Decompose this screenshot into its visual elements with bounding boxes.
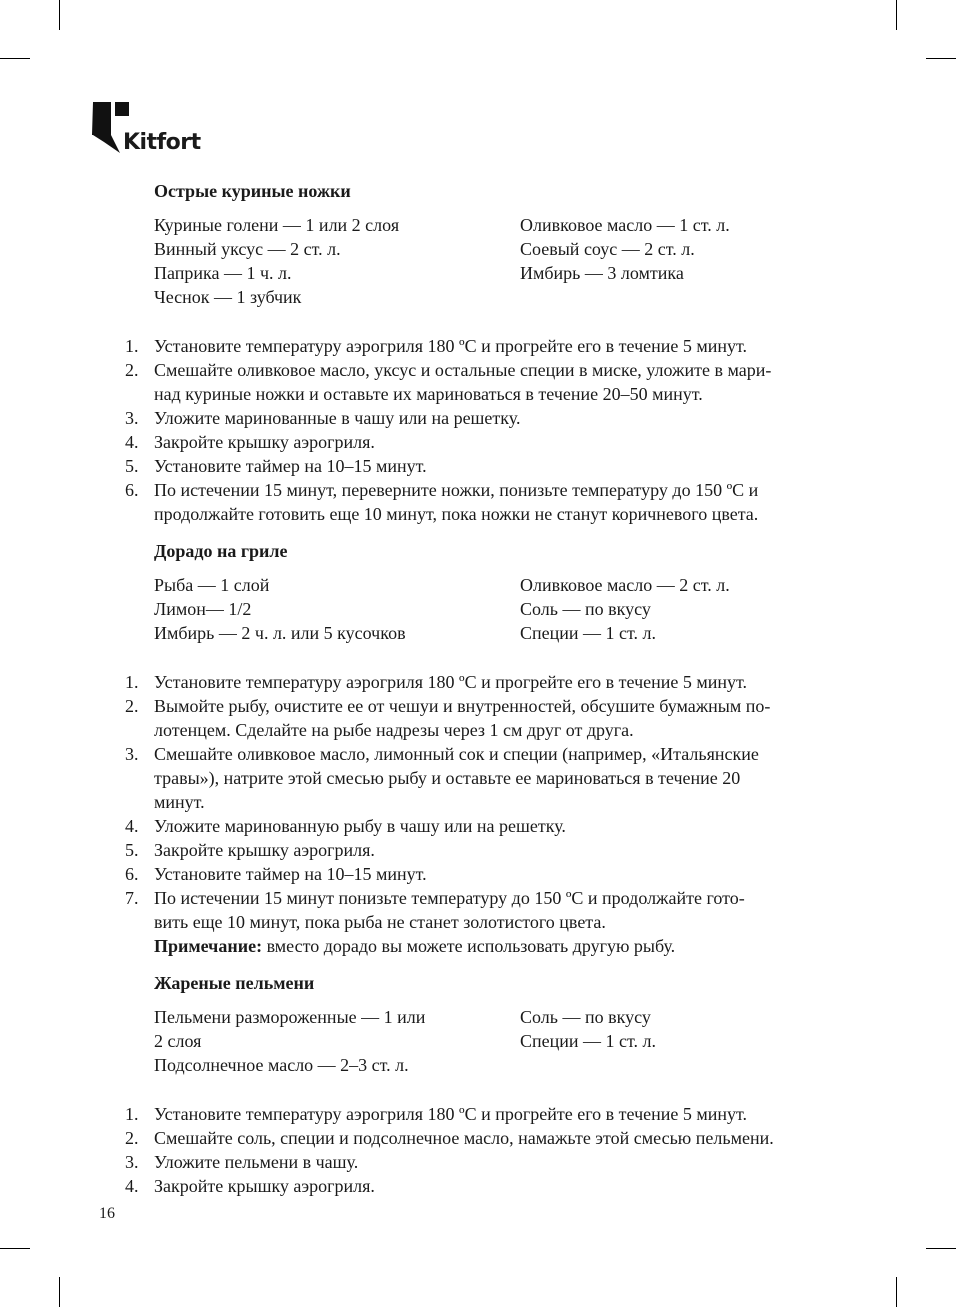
step-item	[125, 814, 844, 838]
step-number: 7.	[125, 888, 139, 908]
step-item	[125, 694, 844, 742]
step-line: Установите температуру аэрогриля 180 ºС и прогрейте его в течение 5 минут.	[154, 672, 748, 692]
step-line: над куриные ножки и оставьте их мариноваться в течение 20–50 минут.	[154, 384, 703, 404]
step-item	[125, 862, 844, 886]
ingredient: Специи — 1 ст. л.	[520, 623, 657, 643]
ingredients-list	[154, 1005, 844, 1077]
ingredient: Пельмени размороженные — 1 или	[154, 1007, 426, 1027]
ingredient: Оливковое масло — 2 ст. л.	[520, 575, 730, 595]
step-line: минут.	[154, 792, 205, 812]
step-number: 1.	[125, 1104, 139, 1124]
step-line: Установите таймер на 10–15 минут.	[154, 864, 427, 884]
ingredient: Соевый соус — 2 ст. л.	[520, 239, 695, 259]
step-number: 6.	[125, 480, 139, 500]
ingredient: 2 слоя	[154, 1031, 202, 1051]
step-number: 2.	[125, 1128, 139, 1148]
step-number: 4.	[125, 432, 139, 452]
step-number: 3.	[125, 408, 139, 428]
ingredients-column-left	[154, 1005, 520, 1077]
step-line: Вымойте рыбу, очистите ее от чешуи и внутренностей, обсушите бумажным по-	[154, 696, 771, 716]
ingredients-list	[154, 573, 844, 645]
recipe-section	[154, 539, 844, 645]
step-line: Закройте крышку аэрогриля.	[154, 432, 375, 452]
steps-list	[125, 334, 844, 526]
step-item	[125, 478, 844, 526]
crop-mark	[896, 1277, 897, 1307]
ingredient: Специи — 1 ст. л.	[520, 1031, 657, 1051]
step-number: 1.	[125, 672, 139, 692]
crop-mark	[0, 58, 30, 59]
step-item	[125, 358, 844, 406]
note-label: Примечание:	[154, 936, 263, 956]
step-item	[125, 1102, 844, 1126]
step-line: Установите таймер на 10–15 минут.	[154, 456, 427, 476]
recipe-title: Дорадо на гриле	[154, 541, 288, 561]
crop-mark	[926, 58, 956, 59]
ingredient: Куриные голени — 1 или 2 слоя	[154, 215, 400, 235]
ingredient: Паприка — 1 ч. л.	[154, 263, 292, 283]
step-item	[125, 334, 844, 358]
recipe-section	[154, 179, 844, 309]
ingredients-column-right	[520, 1005, 844, 1077]
step-line: продолжайте готовить еще 10 минут, пока ножки не станут коричневого цвета.	[154, 504, 759, 524]
steps-list	[125, 670, 844, 958]
crop-mark	[59, 0, 60, 30]
step-number: 3.	[125, 744, 139, 764]
step-line: По истечении 15 минут, переверните ножки, понизьте температуру до 150 ºС и	[154, 480, 759, 500]
step-item	[125, 886, 844, 934]
recipe-section	[154, 971, 844, 1077]
brand-name: Kitfort	[123, 130, 201, 155]
step-item	[125, 430, 844, 454]
recipe-title: Жареные пельмени	[154, 973, 315, 993]
step-line: Закройте крышку аэрогриля.	[154, 840, 375, 860]
crop-mark	[0, 1248, 30, 1249]
step-item	[125, 742, 844, 814]
step-item	[125, 454, 844, 478]
ingredients-list	[154, 213, 844, 309]
ingredient: Имбирь — 2 ч. л. или 5 кусочков	[154, 623, 406, 643]
step-number: 5.	[125, 456, 139, 476]
step-number: 2.	[125, 360, 139, 380]
ingredient: Лимон— 1/2	[154, 599, 252, 619]
step-line: Уложите пельмени в чашу.	[154, 1152, 359, 1172]
step-line: Установите температуру аэрогриля 180 ºС и прогрейте его в течение 5 минут.	[154, 336, 748, 356]
ingredient: Винный уксус — 2 ст. л.	[154, 239, 341, 259]
ingredient: Рыба — 1 слой	[154, 575, 270, 595]
note-text: вместо дорадо вы можете использовать другую рыбу.	[262, 936, 676, 956]
step-number: 4.	[125, 1176, 139, 1196]
ingredients-column-right	[520, 573, 844, 645]
ingredient: Подсолнечное масло — 2–3 ст. л.	[154, 1055, 409, 1075]
crop-mark	[896, 0, 897, 30]
step-line: Установите температуру аэрогриля 180 ºС и прогрейте его в течение 5 минут.	[154, 1104, 748, 1124]
step-number: 2.	[125, 696, 139, 716]
ingredient: Соль — по вкусу	[520, 1007, 651, 1027]
step-line: лотенцем. Сделайте на рыбе надрезы через 1 см друг от друга.	[154, 720, 634, 740]
brand-logo	[92, 102, 202, 162]
crop-mark	[59, 1277, 60, 1307]
step-line: Смешайте оливковое масло, лимонный сок и специи (например, «Итальянские	[154, 744, 759, 764]
note	[154, 934, 844, 958]
step-item	[125, 1150, 844, 1174]
crop-mark	[926, 1248, 956, 1249]
ingredient: Имбирь — 3 ломтика	[520, 263, 684, 283]
step-item	[125, 1126, 844, 1150]
step-number: 4.	[125, 816, 139, 836]
ingredient: Оливковое масло — 1 ст. л.	[520, 215, 730, 235]
step-number: 6.	[125, 864, 139, 884]
step-line: травы»), натрите этой смесью рыбу и оставьте ее мариноваться в течение 20	[154, 768, 741, 788]
step-item	[125, 670, 844, 694]
ingredients-column-left	[154, 213, 520, 309]
step-item	[125, 1174, 844, 1198]
step-line: Смешайте оливковое масло, уксус и остальные специи в миске, уложите в мари-	[154, 360, 772, 380]
ingredients-column-left	[154, 573, 520, 645]
step-line: Смешайте соль, специи и подсолнечное масло, намажьте этой смесью пельмени.	[154, 1128, 774, 1148]
step-item	[125, 406, 844, 430]
ingredient: Чеснок — 1 зубчик	[154, 287, 302, 307]
recipe-title: Острые куриные ножки	[154, 181, 351, 201]
step-line: Закройте крышку аэрогриля.	[154, 1176, 375, 1196]
ingredients-column-right	[520, 213, 844, 309]
step-item	[125, 838, 844, 862]
ingredient: Соль — по вкусу	[520, 599, 651, 619]
step-line: вить еще 10 минут, пока рыба не станет золотистого цвета.	[154, 912, 606, 932]
step-line: По истечении 15 минут понизьте температуру до 150 ºС и продолжайте гото-	[154, 888, 745, 908]
step-line: Уложите маринованную рыбу в чашу или на решетку.	[154, 816, 566, 836]
step-number: 1.	[125, 336, 139, 356]
step-number: 5.	[125, 840, 139, 860]
step-line: Уложите маринованные в чашу или на решетку.	[154, 408, 521, 428]
page-number: 16	[99, 1205, 115, 1222]
step-number: 3.	[125, 1152, 139, 1172]
steps-list	[125, 1102, 844, 1198]
